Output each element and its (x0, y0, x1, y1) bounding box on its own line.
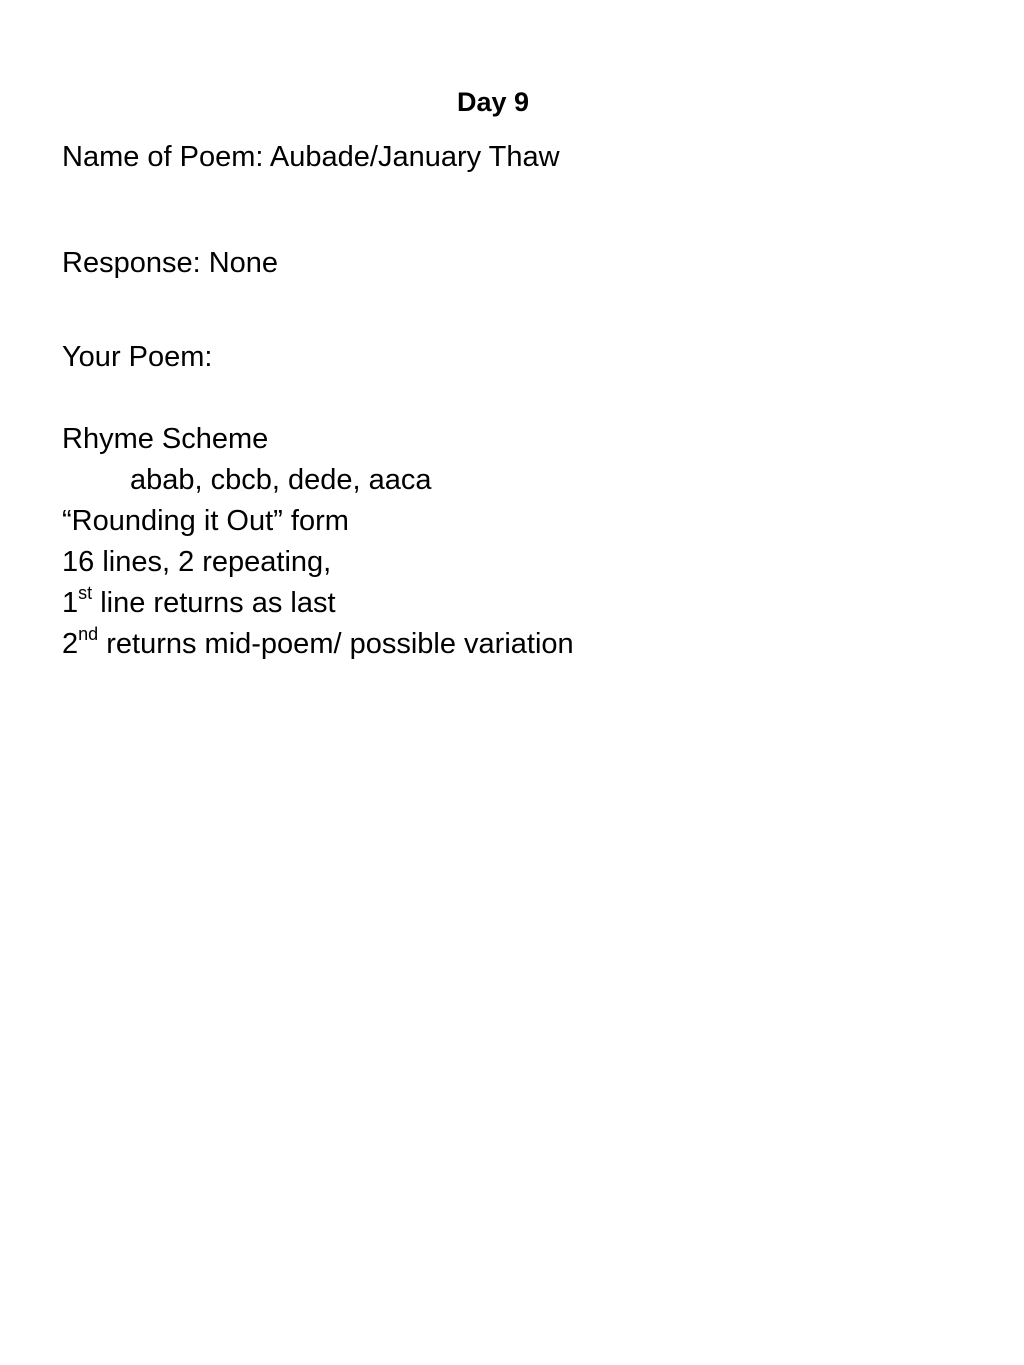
form-line: “Rounding it Out” form (62, 505, 349, 537)
response-line: Response: None (62, 247, 279, 279)
first-line-text: line returns as last (92, 587, 336, 619)
page-title: Day 9 (456, 87, 530, 117)
second-line-text: returns mid-poem/ possible variation (98, 628, 574, 660)
first-line-rule (62, 585, 336, 621)
first-line-number: 1 (62, 587, 79, 619)
lines-info-line: 16 lines, 2 repeating, (62, 546, 332, 578)
poem-name-line: Name of Poem: Aubade/January Thaw (62, 141, 560, 173)
second-line-number: 2 (62, 628, 79, 660)
first-line-ordinal-suffix: st (78, 583, 93, 604)
second-line-rule (62, 626, 574, 662)
rhyme-scheme-heading: Rhyme Scheme (62, 423, 269, 455)
your-poem-line: Your Poem: (62, 341, 213, 373)
second-line-ordinal-suffix: nd (78, 624, 99, 645)
rhyme-scheme-pattern: abab, cbcb, dede, aaca (130, 464, 432, 496)
